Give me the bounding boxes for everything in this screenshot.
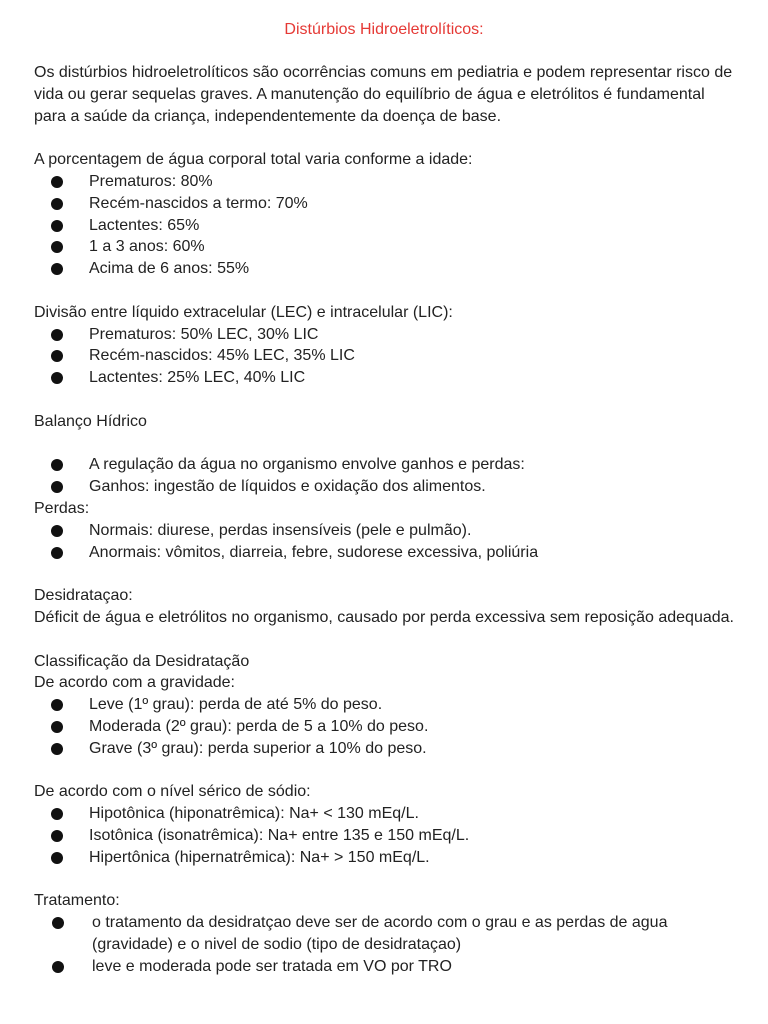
list-item: Isotônica (isonatrêmica): Na+ entre 135 e 150 mEq/L.: [34, 825, 734, 847]
list-item: leve e moderada pode ser tratada em VO por TRO: [34, 956, 734, 978]
losses-list: [34, 520, 734, 564]
water-percentage-list: [34, 171, 734, 280]
list-item: Acima de 6 anos: 55%: [34, 258, 734, 280]
water-balance-list: [34, 454, 734, 498]
sodium-label: De acordo com o nível sérico de sódio:: [34, 783, 311, 801]
list-item: Recém-nascidos a termo: 70%: [34, 193, 734, 215]
list-item: Leve (1º grau): perda de até 5% do peso.: [34, 694, 734, 716]
list-item: Lactentes: 65%: [34, 215, 734, 237]
fluid-division-list: [34, 324, 734, 389]
water-percentage-heading: A porcentagem de água corporal total varia conforme a idade:: [34, 151, 473, 169]
list-item: o tratamento da desidratçao deve ser de acordo com o grau e as perdas de agua (gravidade) e o nivel de sodio (tipo de desidrataçao): [34, 912, 734, 956]
losses-label: Perdas:: [34, 499, 90, 517]
severity-label: De acordo com a gravidade:: [34, 674, 235, 692]
list-item: Ganhos: ingestão de líquidos e oxidação dos alimentos.: [34, 476, 734, 498]
list-item: Prematuros: 50% LEC, 30% LIC: [34, 324, 734, 346]
dehydration-heading: Desidrataçao:: [34, 587, 133, 605]
list-item: Normais: diurese, perdas insensíveis (pele e pulmão).: [34, 520, 734, 542]
fluid-division-heading: Divisão entre líquido extracelular (LEC) e intracelular (LIC):: [34, 303, 453, 321]
treatment-list: [34, 912, 734, 977]
list-item: Prematuros: 80%: [34, 171, 734, 193]
sodium-list: [34, 803, 734, 868]
list-item: Lactentes: 25% LEC, 40% LIC: [34, 367, 734, 389]
list-item: A regulação da água no organismo envolve ganhos e perdas:: [34, 454, 734, 476]
list-item: Anormais: vômitos, diarreia, febre, sudorese excessiva, poliúria: [34, 542, 734, 564]
treatment-heading: Tratamento:: [34, 892, 120, 910]
list-item: 1 a 3 anos: 60%: [34, 236, 734, 258]
severity-list: [34, 694, 734, 759]
list-item: Hipotônica (hiponatrêmica): Na+ < 130 mEq/L.: [34, 803, 734, 825]
intro-paragraph: Os distúrbios hidroeletrolíticos são ocorrências comuns em pediatria e podem representar risco de vida ou gerar sequelas graves. A manutenção do equilíbrio de água e eletrólitos é fundamental para a saúde da criança, independentemente da doença de base.: [34, 64, 733, 125]
water-balance-heading: Balanço Hídrico: [34, 412, 147, 430]
document-body: [34, 62, 734, 977]
classification-heading: Classificação da Desidratação: [34, 652, 250, 670]
list-item: Moderada (2º grau): perda de 5 a 10% do peso.: [34, 716, 734, 738]
list-item: Recém-nascidos: 45% LEC, 35% LIC: [34, 345, 734, 367]
list-item: Hipertônica (hipernatrêmica): Na+ > 150 mEq/L.: [34, 847, 734, 869]
dehydration-definition: Déficit de água e eletrólitos no organismo, causado por perda excessiva sem reposição adequada.: [34, 608, 734, 626]
document-title: Distúrbios Hidroeletrolíticos:: [284, 21, 484, 38]
list-item: Grave (3º grau): perda superior a 10% do peso.: [34, 738, 734, 760]
